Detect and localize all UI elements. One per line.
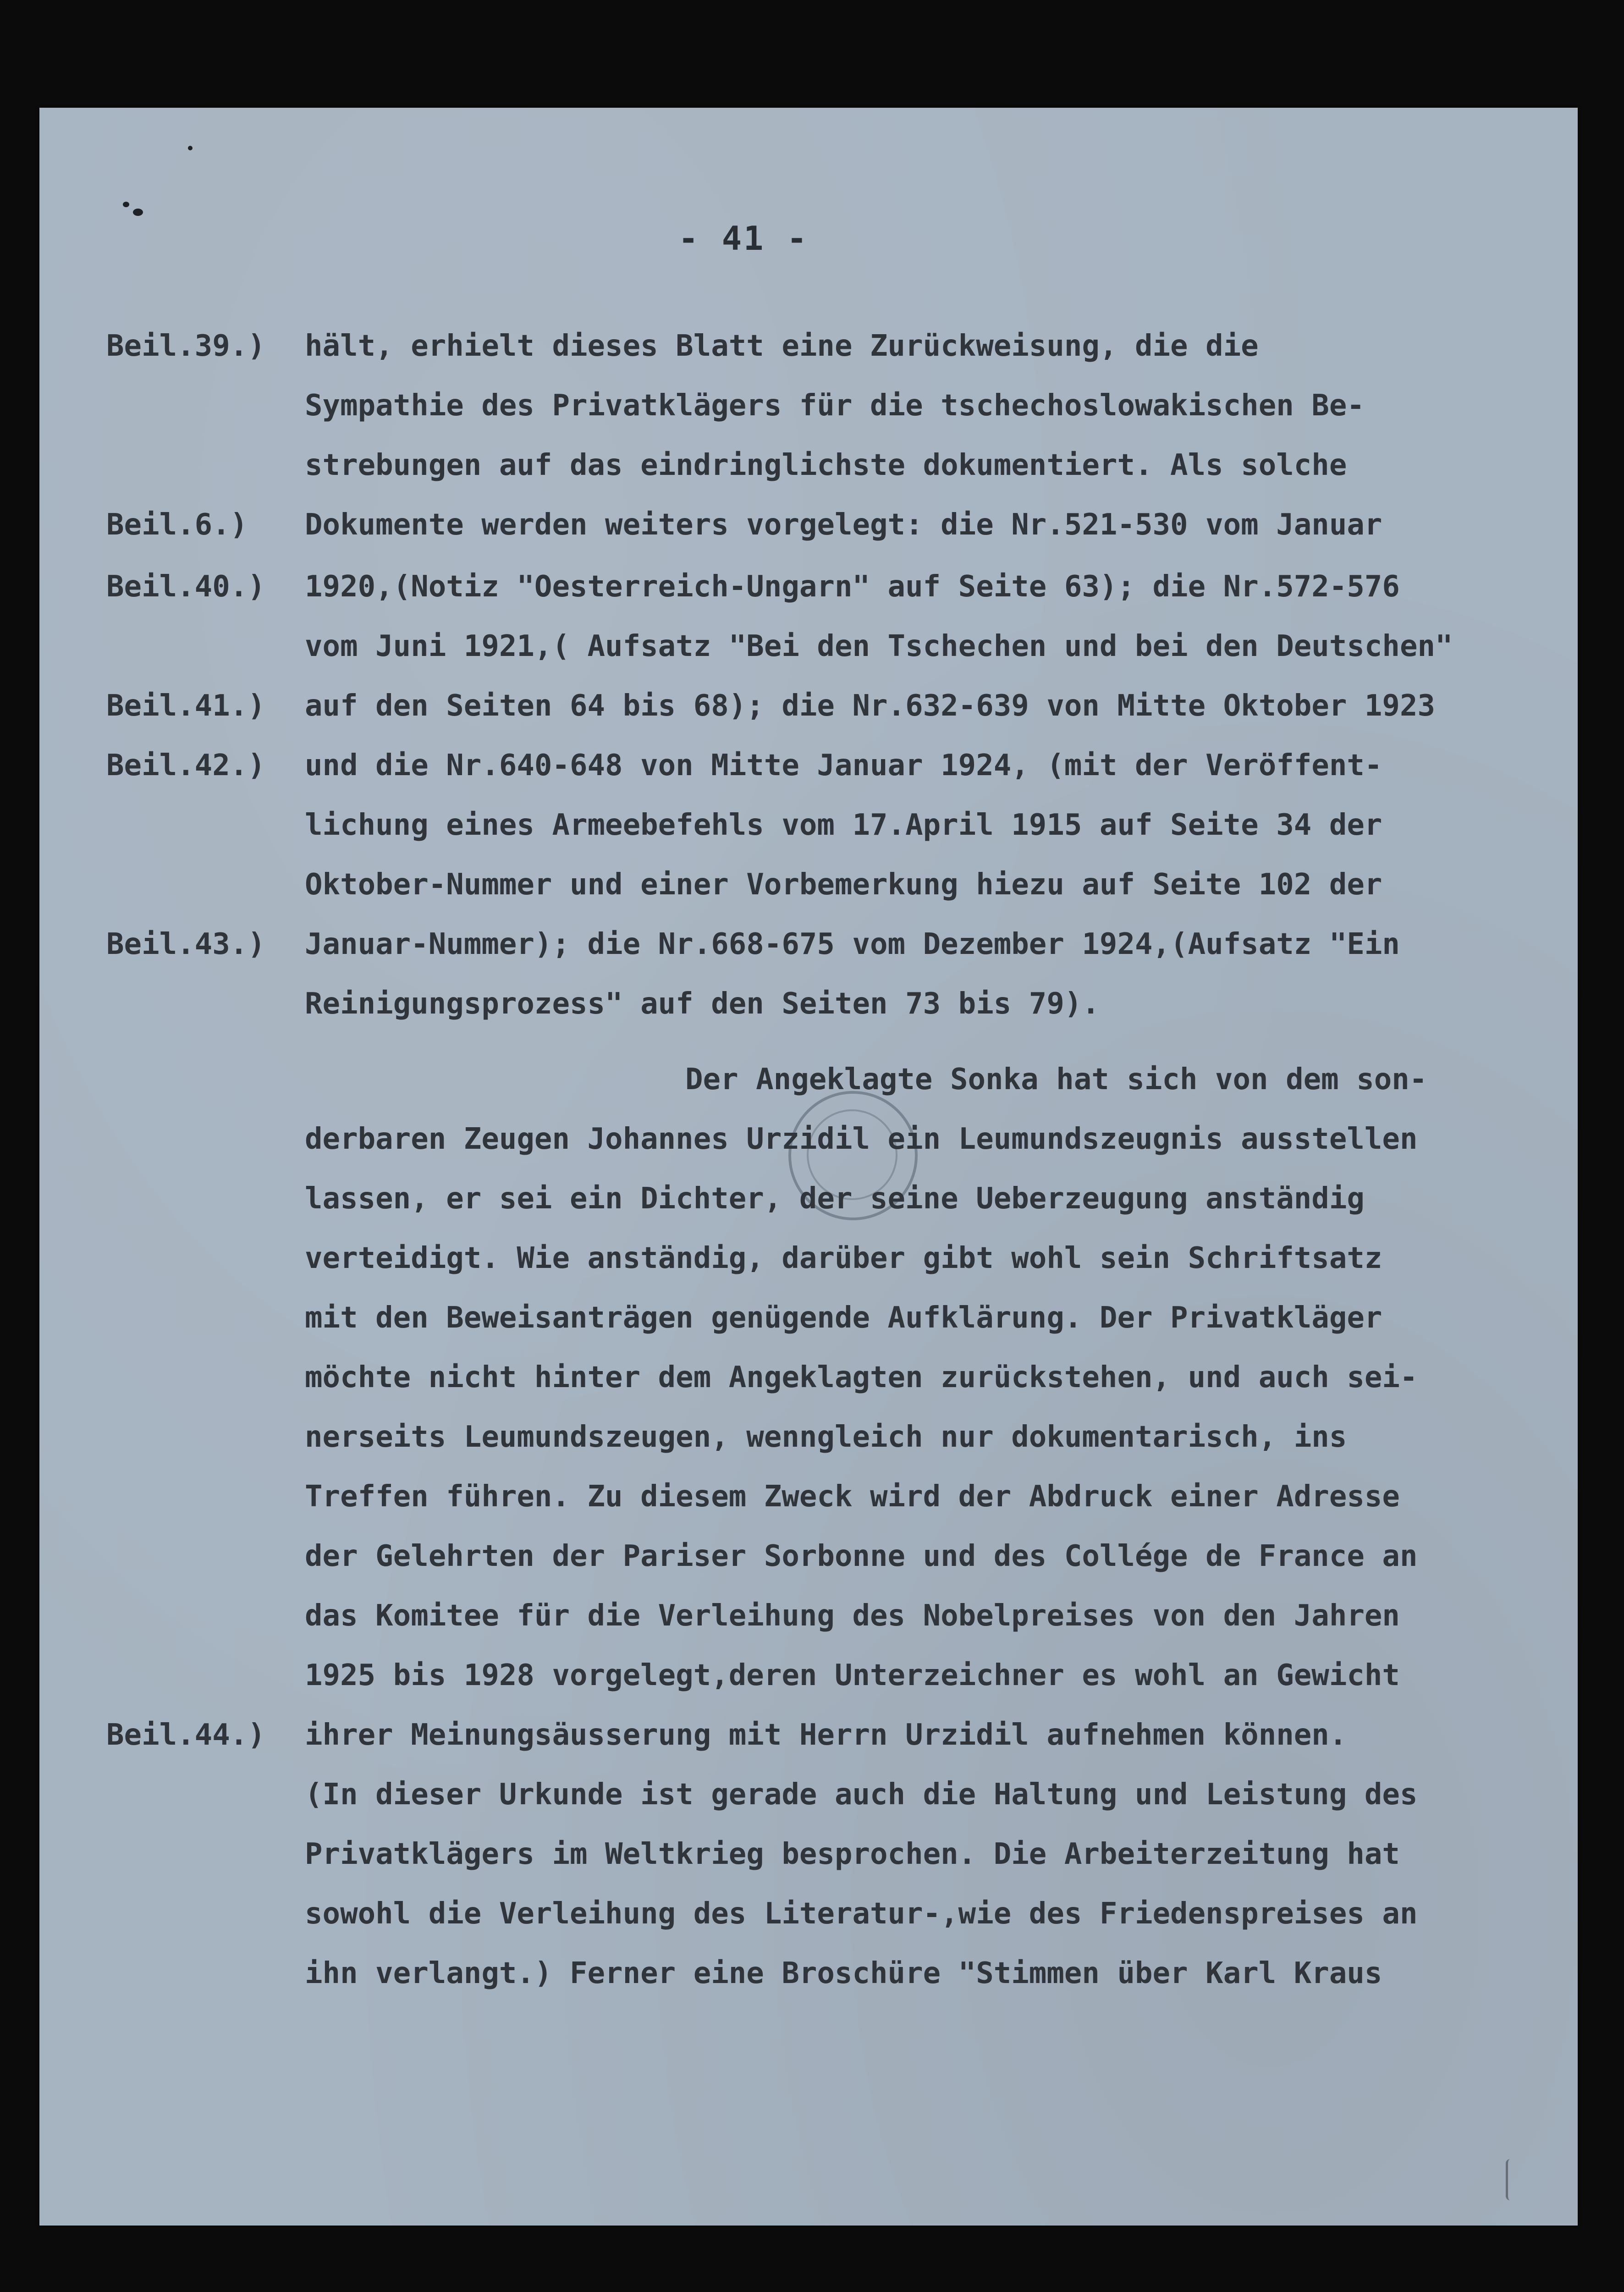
text-line: Treffen führen. Zu diesem Zweck wird der Abdruck einer Adresse: [305, 1480, 1400, 1514]
ink-speck: [188, 146, 193, 150]
text-line: sowohl die Verleihung des Literatur-,wie des Friedenspreises an: [305, 1897, 1418, 1931]
margin-reference: Beil.42.): [106, 749, 265, 782]
edge-pencil-mark: [1506, 2159, 1514, 2200]
text-line: 1920,(Notiz "Oesterreich-Ungarn" auf Seite 63); die Nr.572-576: [305, 570, 1400, 604]
text-line: (In dieser Urkunde ist gerade auch die Haltung und Leistung des: [305, 1778, 1418, 1812]
text-line: das Komitee für die Verleihung des Nobelpreises von den Jahren: [305, 1599, 1400, 1633]
text-line: derbaren Zeugen Johannes Urzidil ein Leumundszeugnis ausstellen: [305, 1122, 1418, 1156]
text-line: und die Nr.640-648 von Mitte Januar 1924, (mit der Veröffent-: [305, 749, 1382, 782]
margin-reference: Beil.44.): [106, 1718, 265, 1752]
text-line: Dokumente werden weiters vorgelegt: die Nr.521-530 vom Januar: [305, 508, 1382, 542]
margin-reference: Beil.6.): [106, 508, 248, 542]
text-line: ihn verlangt.) Ferner eine Broschüre "Stimmen über Karl Kraus: [305, 1956, 1382, 1990]
ink-speck: [123, 202, 129, 207]
text-line: Oktober-Nummer und einer Vorbemerkung hiezu auf Seite 102 der: [305, 868, 1382, 902]
text-line: verteidigt. Wie anständig, darüber gibt wohl sein Schriftsatz: [305, 1241, 1382, 1275]
margin-reference: Beil.39.): [106, 329, 265, 363]
text-line: Privatklägers im Weltkrieg besprochen. Die Arbeiterzeitung hat: [305, 1837, 1400, 1871]
text-line: auf den Seiten 64 bis 68); die Nr.632-639 von Mitte Oktober 1923: [305, 689, 1435, 723]
text-line: mit den Beweisanträgen genügende Aufklärung. Der Privatkläger: [305, 1301, 1382, 1335]
text-line: der Gelehrten der Pariser Sorbonne und des Collége de France an: [305, 1539, 1418, 1573]
text-line: nerseits Leumundszeugen, wenngleich nur dokumentarisch, ins: [305, 1420, 1347, 1454]
text-line: ihrer Meinungsäusserung mit Herrn Urzidil aufnehmen können.: [305, 1718, 1347, 1752]
text-line: Der Angeklagte Sonka hat sich von dem son-: [685, 1063, 1427, 1096]
margin-reference: Beil.40.): [106, 570, 265, 604]
text-line: hält, erhielt dieses Blatt eine Zurückweisung, die die: [305, 329, 1259, 363]
text-line: 1925 bis 1928 vorgelegt,deren Unterzeichner es wohl an Gewicht: [305, 1658, 1400, 1692]
ink-speck: [133, 209, 143, 216]
text-line: lassen, er sei ein Dichter, der seine Ueberzeugung anständig: [305, 1182, 1365, 1216]
text-line: lichung eines Armeebefehls vom 17.April 1915 auf Seite 34 der: [305, 808, 1382, 842]
text-line: möchte nicht hinter dem Angeklagten zurückstehen, und auch sei-: [305, 1361, 1418, 1394]
page-number: - 41 -: [678, 219, 809, 258]
margin-reference: Beil.43.): [106, 927, 265, 961]
text-line: Sympathie des Privatklägers für die tschechoslowakischen Be-: [305, 389, 1365, 423]
text-line: Reinigungsprozess" auf den Seiten 73 bis 79).: [305, 987, 1100, 1021]
margin-reference: Beil.41.): [106, 689, 265, 723]
text-line: Januar-Nummer); die Nr.668-675 vom Dezember 1924,(Aufsatz "Ein: [305, 927, 1400, 961]
text-line: vom Juni 1921,( Aufsatz "Bei den Tschechen und bei den Deutschen": [305, 629, 1453, 663]
text-line: strebungen auf das eindringlichste dokumentiert. Als solche: [305, 448, 1347, 482]
